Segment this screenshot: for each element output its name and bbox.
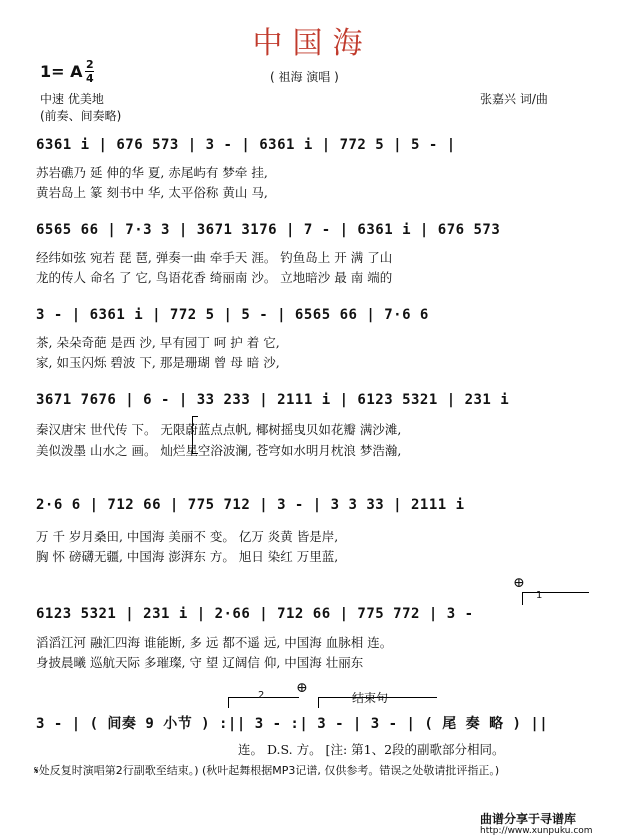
notation-row-1: 6361 i | 676 573 | 3 - | 6361 i | 772 5 | 5 - | (36, 137, 456, 153)
lyric-row-5-verse-2: 胸 怀 磅礴无疆, 中国海 澎湃东 方。 旭日 染红 万里蓝, (36, 549, 339, 564)
notation-row-4: 3671 7676 | 6 - | 33 233 | 2111 i | 6123 5321 | 231 i (36, 392, 510, 408)
lyric-row-3-verse-2: 家, 如玉闪烁 碧波 下, 那是珊瑚 曾 母 暗 沙, (36, 355, 280, 370)
coda-label: 结束句 (352, 691, 389, 705)
coda-sign-2: ⊕ (296, 680, 308, 696)
notation-row-2: 6565 66 | 7·3 3 | 3671 3176 | 7 - | 6361 i | 676 573 (36, 222, 501, 238)
brand-watermark: 曲谱分享于寻谱库 (480, 812, 577, 826)
lyric-row-2-verse-2: 龙的传人 命名 了 它, 鸟语花香 绮丽南 沙。 立地暗沙 最 南 端的 (36, 270, 393, 285)
singer-label: ( 祖海 演唱 ) (270, 70, 339, 84)
volta-1-bracket (522, 592, 589, 605)
key-signature: 1= A (40, 62, 83, 81)
coda-sign-1: ⊕ (513, 575, 525, 591)
time-sig-bottom: 4 (86, 72, 94, 85)
tempo-marking: 中速 优美地 (40, 92, 104, 106)
song-title: 中国海 (252, 26, 373, 61)
lyric-row-2-verse-1: 经纬如弦 宛若 琵 琶, 弹奏一曲 牵手天 涯。 钓鱼岛上 开 满 了山 (36, 250, 393, 265)
lyric-row-4-verse-2: 美似泼墨 山水之 画。 灿烂星空浴波澜, 苍穹如水明月枕浪 梦浩瀚, (36, 443, 402, 458)
notation-row-7: 3 - | ( 间奏 9 小节 ) :|| 3 - :| 3 - | 3 - | ( 尾 奏 略 ) || (36, 716, 549, 732)
lyric-row-1-verse-2: 黄岩岛上 篆 刻书中 华, 太平俗称 黄山 马, (36, 185, 268, 200)
lyric-row-6-verse-2: 身披晨曦 巡航天际 多璀璨, 守 望 辽阔信 仰, 中国海 壮丽东 (36, 655, 364, 670)
volta-1-label: 1 (536, 590, 543, 601)
chorus-bracket (192, 416, 198, 454)
notation-row-6: 6123 5321 | 231 i | 2·66 | 712 66 | 775 772 | 3 - (36, 606, 474, 622)
lyric-row-3-verse-1: 茶, 朵朵奇葩 是西 沙, 早有园丁 呵 护 着 它, (36, 335, 280, 350)
author-credit: 张嘉兴 词/曲 (480, 92, 548, 106)
notation-row-3: 3 - | 6361 i | 772 5 | 5 - | 6565 66 | 7·6 6 (36, 307, 429, 323)
notation-row-5: 2·6 6 | 712 66 | 775 712 | 3 - | 3 3 33 | 2111 i (36, 497, 465, 513)
prelude-note: (前奏、间奏略) (40, 109, 122, 123)
footnote: 𝄋处反复时演唱第2行副歌至结束。) (秋叶起舞根据MP3记谱, 仅供参考。错误之处敬请批评指正。) (34, 764, 500, 777)
lyric-row-4-verse-1: 秦汉唐宋 世代传 下。 无限蔚蓝点点帆, 椰树摇曳贝如花瓣 满沙滩, (36, 422, 402, 437)
brand-url: http://www.xunpuku.com (480, 826, 593, 836)
lyric-row-5-verse-1: 万 千 岁月桑田, 中国海 美丽不 变。 亿万 炎黄 皆是岸, (36, 529, 339, 544)
time-sig-top: 2 (86, 58, 94, 71)
lyric-row-1-verse-1: 苏岩礁乃 延 伸的华 夏, 赤尾屿有 梦牵 挂, (36, 165, 268, 180)
lyric-row-6-verse-1: 滔滔江河 融汇四海 谁能断, 多 远 都不遥 远, 中国海 血脉相 连。 (36, 635, 393, 650)
lyric-row-7: 连。 D.S. 方。 [注: 第1、2段的副歌部分相同。 (238, 742, 505, 757)
volta-2-label: 2 (258, 690, 265, 701)
